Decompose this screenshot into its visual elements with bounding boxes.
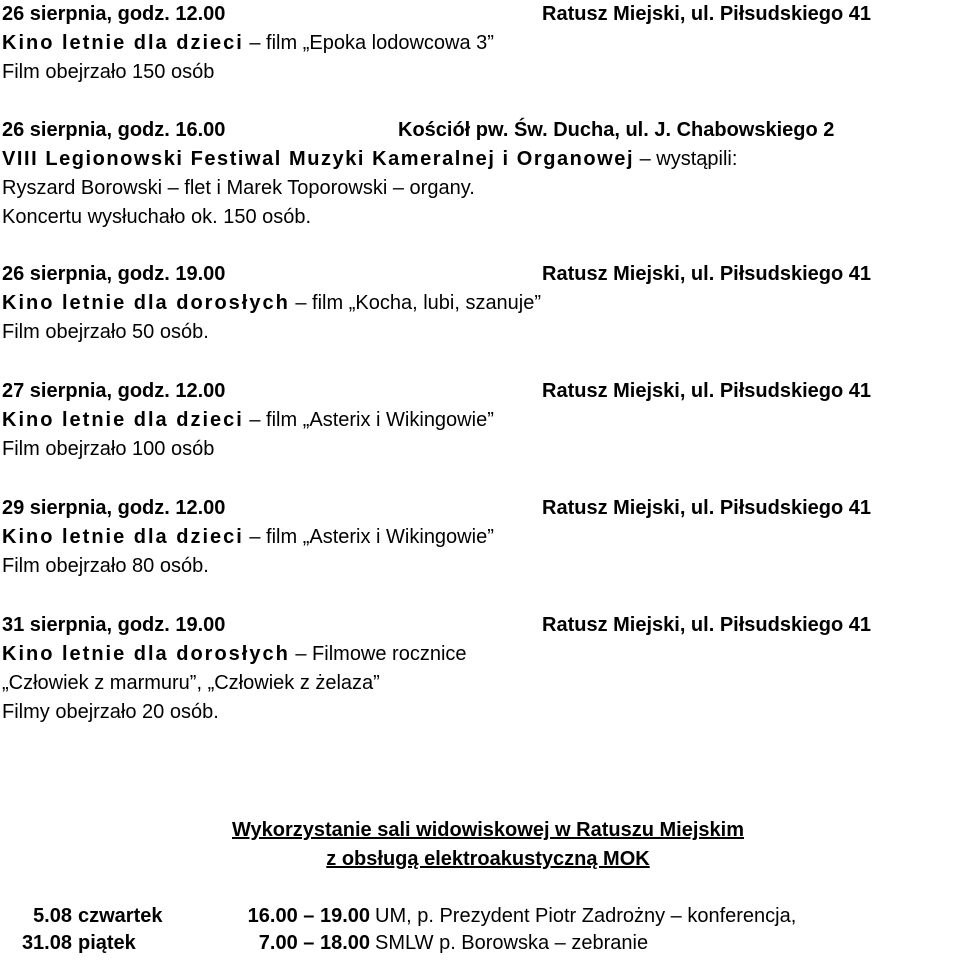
event-title-line — [2, 523, 957, 552]
usage-date: 5.08 — [33, 905, 72, 927]
event-entry — [2, 0, 957, 87]
usage-date: 31.08 — [21, 932, 72, 954]
event-detail: – film „Asterix i Wikingowie” — [243, 526, 494, 548]
usage-day: piątek — [78, 932, 136, 954]
section-subheading: z obsługą elektroakustyczną MOK — [326, 848, 650, 870]
event-date: 29 sierpnia, godz. 12.00 — [2, 497, 226, 519]
event-date: 26 sierpnia, godz. 12.00 — [2, 3, 226, 25]
event-place: Ratusz Miejski, ul. Piłsudskiego 41 — [542, 3, 871, 25]
event-header — [2, 377, 957, 406]
usage-description: UM, p. Prezydent Piotr Zadrożny – konferencja, — [375, 905, 797, 927]
event-header — [2, 0, 957, 29]
event-place: Ratusz Miejski, ul. Piłsudskiego 41 — [542, 263, 871, 285]
event-category: Kino letnie dla dorosłych — [2, 643, 290, 665]
event-detail: – film „Asterix i Wikingowie” — [243, 409, 494, 431]
event-detail: – wystąpili: — [634, 148, 738, 170]
event-place: Ratusz Miejski, ul. Piłsudskiego 41 — [542, 614, 871, 636]
event-category: Kino letnie dla dorosłych — [2, 292, 290, 314]
event-entry — [2, 260, 957, 347]
event-entry — [2, 116, 957, 232]
event-detail: – film „Kocha, lubi, szanuje” — [289, 292, 542, 314]
usage-day: czwartek — [78, 905, 163, 927]
usage-time: 7.00 – 18.00 — [258, 932, 370, 954]
event-title-line — [2, 640, 957, 669]
event-header — [2, 116, 957, 145]
event-date: 27 sierpnia, godz. 12.00 — [2, 380, 226, 402]
event-header — [2, 611, 957, 640]
section-heading: Wykorzystanie sali widowiskowej w Ratuszu Miejskim — [231, 819, 744, 841]
event-performers: Ryszard Borowski – flet i Marek Toporowski – organy. — [2, 177, 475, 199]
event-category: Kino letnie dla dzieci — [2, 526, 244, 548]
event-audience: Filmy obejrzało 20 osób. — [2, 701, 219, 723]
event-title-line — [2, 145, 957, 174]
event-entry — [2, 494, 957, 581]
event-audience: Film obejrzało 50 osób. — [2, 321, 209, 343]
event-place: Ratusz Miejski, ul. Piłsudskiego 41 — [542, 380, 871, 402]
event-place: Ratusz Miejski, ul. Piłsudskiego 41 — [542, 497, 871, 519]
event-title-line — [2, 289, 957, 318]
event-films: „Człowiek z marmuru”, „Człowiek z żelaza” — [2, 672, 380, 694]
event-date: 31 sierpnia, godz. 19.00 — [2, 614, 226, 636]
usage-row — [0, 929, 960, 958]
usage-description: SMLW p. Borowska – zebranie — [375, 932, 649, 954]
event-detail: – film „Epoka lodowcowa 3” — [243, 32, 494, 54]
event-place: Kościół pw. Św. Ducha, ul. J. Chabowskiego 2 — [398, 119, 835, 141]
event-category: VIII Legionowski Festiwal Muzyki Kameralnej i Organowej — [2, 148, 635, 170]
event-date: 26 sierpnia, godz. 16.00 — [2, 119, 226, 141]
event-date: 26 sierpnia, godz. 19.00 — [2, 263, 226, 285]
event-title-line — [2, 406, 957, 435]
event-audience: Film obejrzało 100 osób — [2, 438, 215, 460]
event-category: Kino letnie dla dzieci — [2, 32, 244, 54]
event-detail: – Filmowe rocznice — [289, 643, 467, 665]
event-audience: Film obejrzało 150 osób — [2, 61, 215, 83]
event-entry — [2, 611, 957, 727]
event-category: Kino letnie dla dzieci — [2, 409, 244, 431]
event-title-line — [2, 29, 957, 58]
event-header — [2, 260, 957, 289]
event-audience: Koncertu wysłuchało ok. 150 osób. — [2, 206, 312, 228]
usage-time: 16.00 – 19.00 — [247, 905, 370, 927]
event-entry — [2, 377, 957, 464]
event-audience: Film obejrzało 80 osób. — [2, 555, 209, 577]
usage-row — [0, 902, 960, 931]
event-header — [2, 494, 957, 523]
